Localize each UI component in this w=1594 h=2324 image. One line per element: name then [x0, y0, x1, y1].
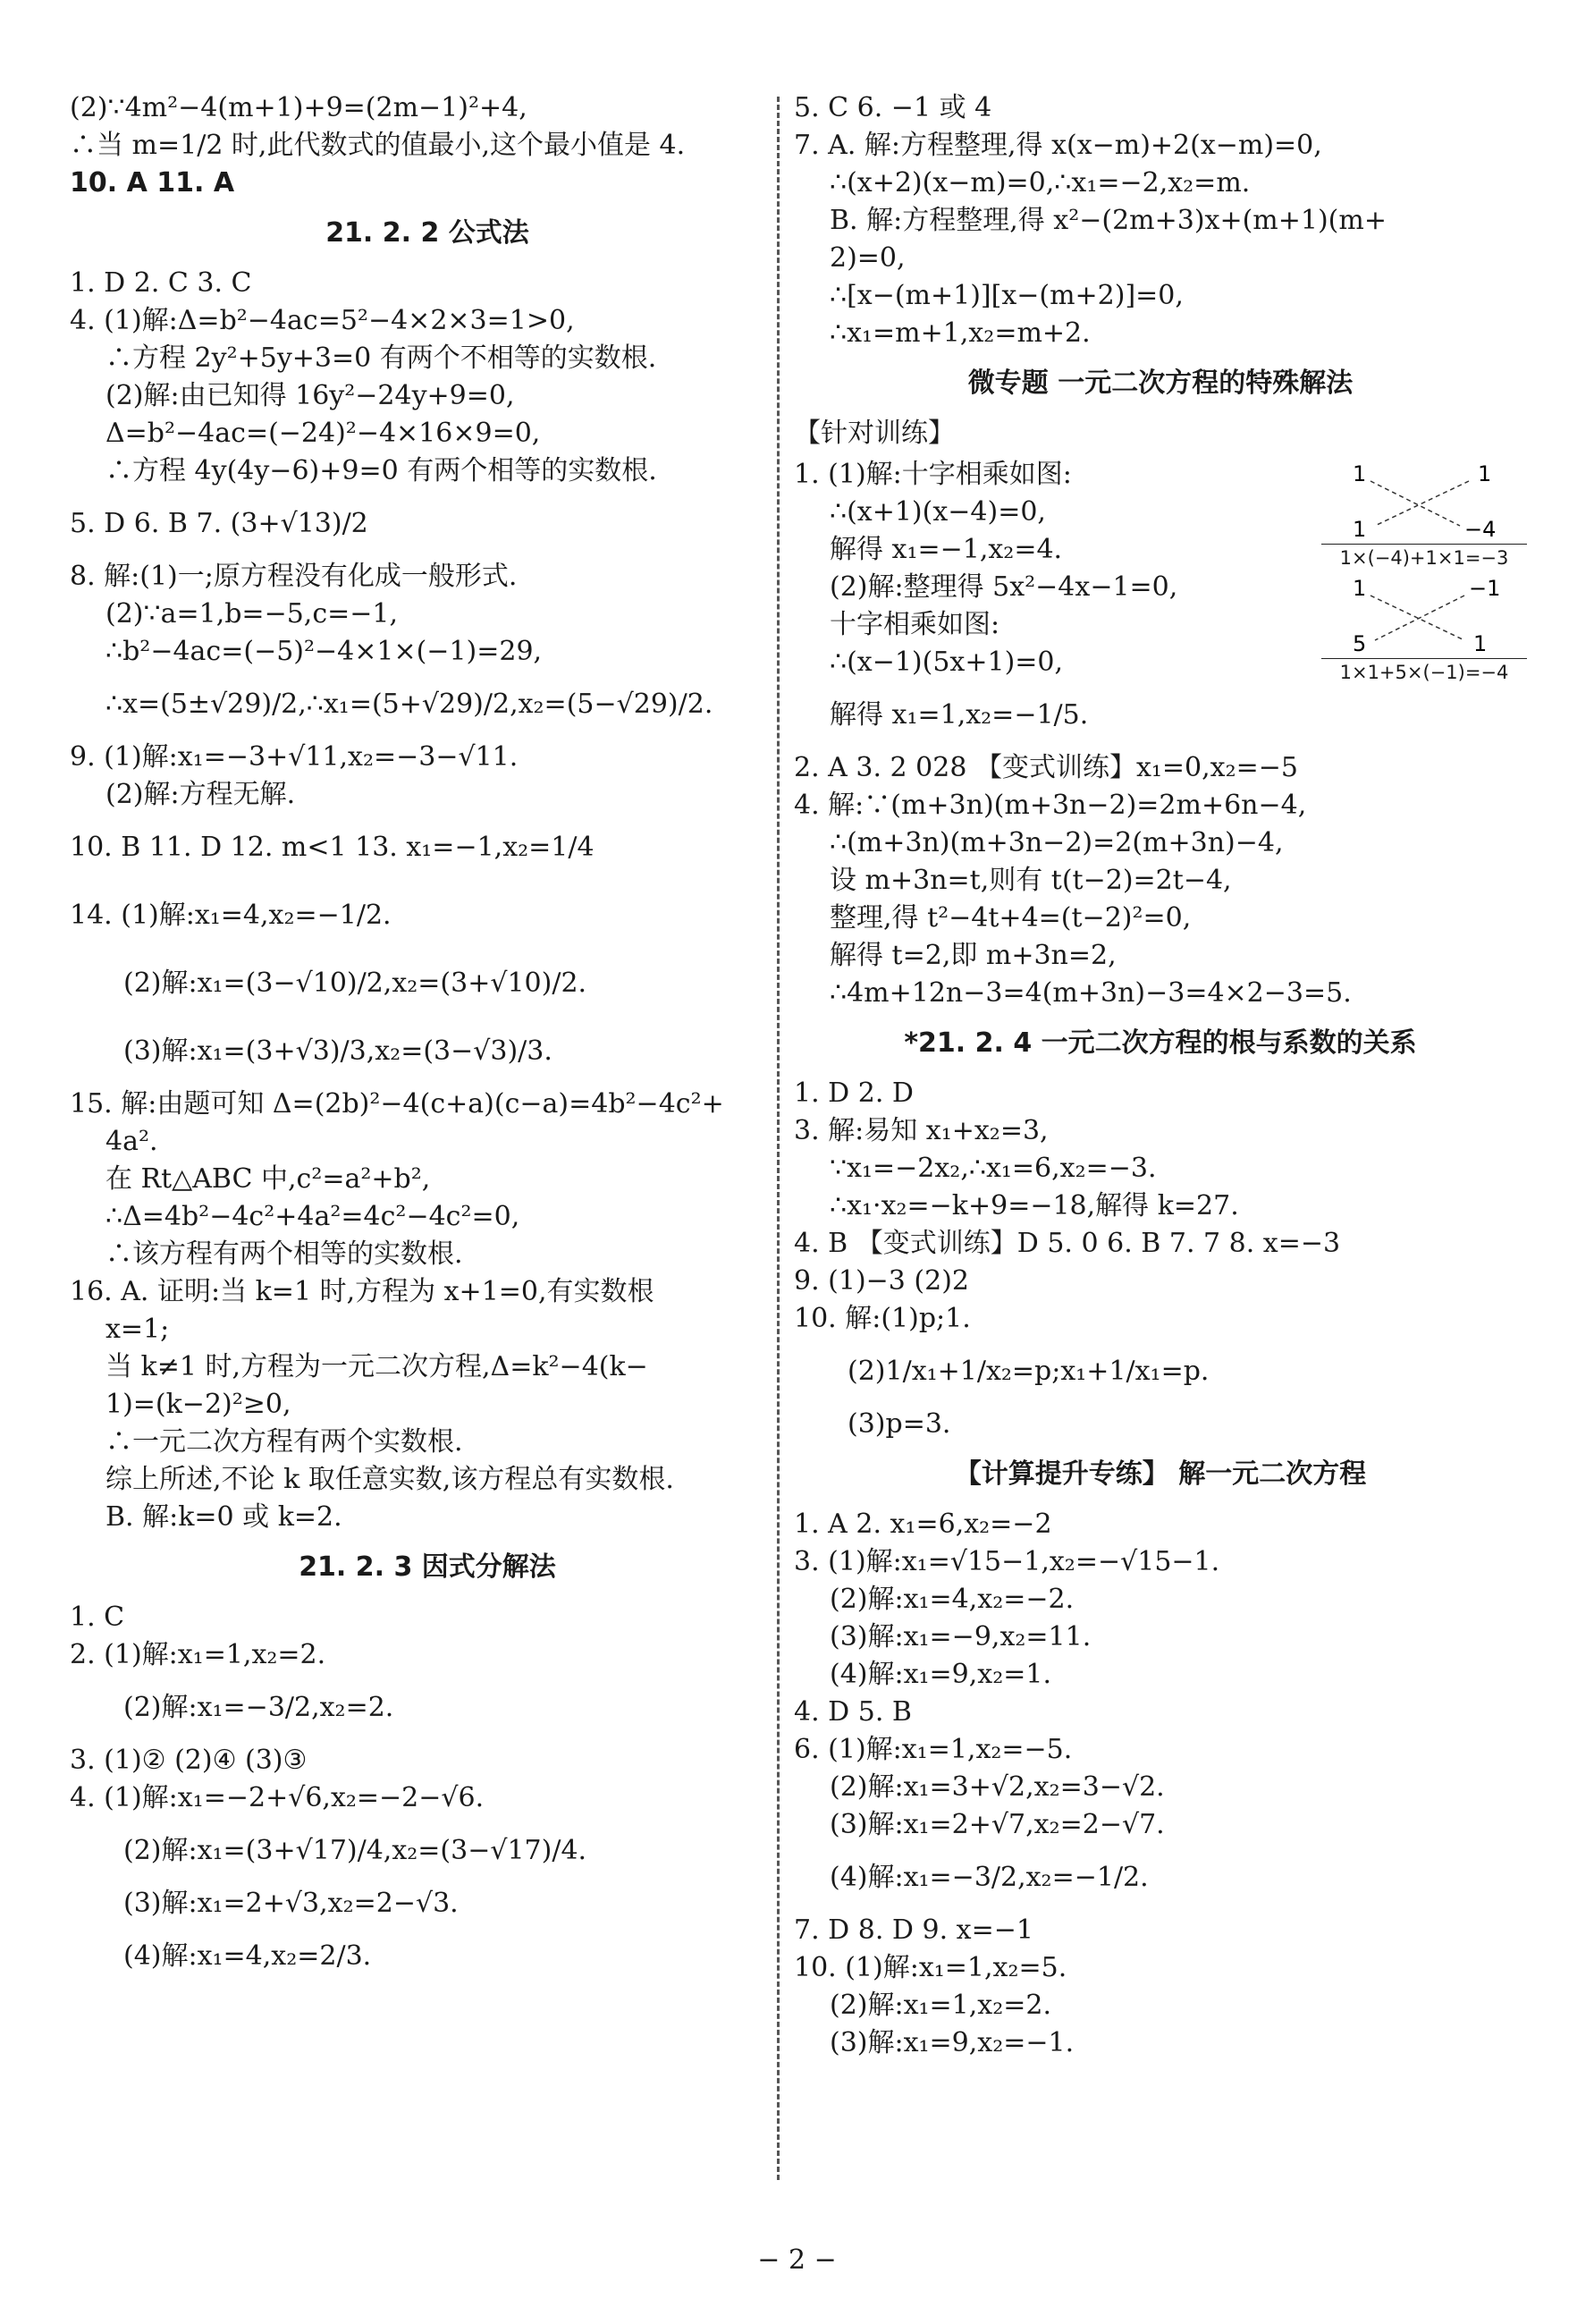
answer-line: 10. A 11. A	[70, 167, 235, 199]
cross-multiplication-diagram	[1321, 454, 1527, 569]
cross-diagram-c: 1	[1353, 517, 1367, 542]
answer-line: 5. C 6. −1 或 4	[794, 92, 992, 123]
column-divider	[777, 97, 780, 2180]
answer-line: 4. 解:∵(m+3n)(m+3n−2)=2m+6n−4,	[794, 790, 1307, 821]
answer-line: (2)解:方程无解.	[105, 779, 296, 810]
answer-line: 4. D 5. B	[794, 1696, 912, 1728]
answer-line: 综上所述,不论 k 取任意实数,该方程总有实数根.	[105, 1464, 674, 1495]
answer-line: (2)解:整理得 5x²−4x−1=0,	[830, 571, 1178, 603]
answer-line: 解得 t=2,即 m+3n=2,	[830, 940, 1117, 971]
section-heading: 21. 2. 2 公式法	[325, 217, 529, 249]
answer-line: (2)解:由已知得 16y²−24y+9=0,	[105, 380, 515, 411]
section-heading: 21. 2. 3 因式分解法	[299, 1551, 556, 1583]
answer-line: 1. D 2. C 3. C	[70, 267, 252, 299]
answer-line: (2)1/x₁+1/x₂=p;x₁+1/x₁=p.	[848, 1356, 1210, 1387]
section-heading: *21. 2. 4 一元二次方程的根与系数的关系	[904, 1027, 1417, 1059]
answer-line: 3. (1)② (2)④ (3)③	[70, 1745, 308, 1776]
answer-line: ∴(x−1)(5x+1)=0,	[830, 646, 1064, 678]
answer-line: (2)∵4m²−4(m+1)+9=(2m−1)²+4,	[70, 92, 527, 123]
answer-line: ∴(x+1)(x−4)=0,	[830, 496, 1046, 528]
answer-line: ∴(x+2)(x−m)=0,∴x₁=−2,x₂=m.	[830, 167, 1251, 199]
answer-line: (3)解:x₁=2+√7,x₂=2−√7.	[830, 1809, 1165, 1840]
answer-line: ∴方程 4y(4y−6)+9=0 有两个相等的实数根.	[105, 455, 657, 486]
answer-line: 1. A 2. x₁=6,x₂=−2	[794, 1508, 1052, 1540]
answer-line: 16. A. 证明:当 k=1 时,方程为 x+1=0,有实数根	[70, 1276, 654, 1307]
answer-line: ∴4m+12n−3=4(m+3n)−3=4×2−3=5.	[830, 977, 1352, 1009]
answer-line: (2)解:x₁=3+√2,x₂=3−√2.	[830, 1771, 1165, 1803]
answer-line: Δ=b²−4ac=(−24)²−4×16×9=0,	[105, 418, 541, 449]
answer-line: 当 k≠1 时,方程为一元二次方程,Δ=k²−4(k−	[105, 1351, 648, 1382]
answer-line: 1)=(k−2)²≥0,	[105, 1389, 291, 1420]
answer-line: 2. (1)解:x₁=1,x₂=2.	[70, 1639, 326, 1670]
section-heading: 微专题 一元二次方程的特殊解法	[967, 368, 1354, 399]
answer-line: 1. C	[70, 1601, 125, 1633]
answer-line: (3)解:x₁=9,x₂=−1.	[830, 2027, 1075, 2058]
cross-diagram-c: 5	[1353, 631, 1367, 656]
answer-line: ∴方程 2y²+5y+3=0 有两个不相等的实数根.	[105, 342, 657, 374]
answer-line: 10. 解:(1)p;1.	[794, 1303, 971, 1334]
answer-line: ∵x₁=−2x₂,∴x₁=6,x₂=−3.	[830, 1153, 1157, 1184]
answer-line: 15. 解:由题可知 Δ=(2b)²−4(c+a)(c−a)=4b²−4c²+	[70, 1088, 724, 1120]
answer-line: (2)解:x₁=(3+√17)/4,x₂=(3−√17)/4.	[123, 1835, 587, 1866]
answer-line: ∴x₁·x₂=−k+9=−18,解得 k=27.	[830, 1190, 1239, 1221]
cross-line	[1371, 596, 1464, 640]
cross-diagram-caption: 1×(−4)+1×1=−3	[1321, 544, 1527, 569]
answer-line: (2)∵a=1,b=−5,c=−1,	[105, 598, 399, 630]
section-heading: 【计算提升专练】 解一元二次方程	[954, 1458, 1367, 1490]
answer-line: B. 解:方程整理,得 x²−(2m+3)x+(m+1)(m+	[830, 205, 1387, 236]
cross-diagram-a: 1	[1353, 461, 1367, 486]
answer-line: ∴Δ=4b²−4c²+4a²=4c²−4c²=0,	[105, 1201, 520, 1232]
answer-line: 解得 x₁=1,x₂=−1/5.	[830, 699, 1089, 731]
cross-diagram-d: −4	[1464, 517, 1497, 542]
answer-line: (3)解:x₁=(3+√3)/3,x₂=(3−√3)/3.	[123, 1035, 552, 1067]
answer-line: (2)解:x₁=1,x₂=2.	[830, 1990, 1052, 2021]
cross-method-block-1	[794, 456, 1527, 569]
answer-line: x=1;	[105, 1314, 170, 1345]
cross-multiplication-diagram	[1321, 569, 1527, 683]
cross-diagram-caption: 1×1+5×(−1)=−4	[1321, 658, 1527, 683]
answer-line: ∴当 m=1/2 时,此代数式的值最小,这个最小值是 4.	[70, 130, 686, 161]
answer-line: 14. (1)解:x₁=4,x₂=−1/2.	[70, 900, 392, 931]
answer-line: (4)解:x₁=4,x₂=2/3.	[123, 1940, 372, 1972]
answer-line: ∴x₁=m+1,x₂=m+2.	[830, 317, 1091, 349]
answer-line: 十字相乘如图:	[830, 609, 1000, 640]
answer-line: (2)解:x₁=(3−√10)/2,x₂=(3+√10)/2.	[123, 968, 587, 999]
answer-line: (4)解:x₁=9,x₂=1.	[830, 1659, 1052, 1690]
answer-line: 4. (1)解:x₁=−2+√6,x₂=−2−√6.	[70, 1782, 485, 1813]
answer-line: 整理,得 t²−4t+4=(t−2)²=0,	[830, 902, 1192, 934]
answer-line: 10. (1)解:x₁=1,x₂=5.	[794, 1952, 1067, 1983]
answer-line: 4. (1)解:Δ=b²−4ac=5²−4×2×3=1>0,	[70, 305, 575, 336]
answer-line: 10. B 11. D 12. m<1 13. x₁=−1,x₂=1/4	[70, 832, 595, 863]
cross-diagram-d: 1	[1473, 631, 1488, 656]
answer-line: B. 解:k=0 或 k=2.	[105, 1501, 342, 1533]
answer-line: 设 m+3n=t,则有 t(t−2)=2t−4,	[830, 865, 1232, 896]
answer-line: (3)解:x₁=2+√3,x₂=2−√3.	[123, 1888, 459, 1919]
answer-line: 2)=0,	[830, 242, 906, 274]
answer-line: ∴[x−(m+1)][x−(m+2)]=0,	[830, 280, 1184, 311]
answer-line: (3)解:x₁=−9,x₂=11.	[830, 1621, 1092, 1652]
answer-line: 5. D 6. B 7. (3+√13)/2	[70, 508, 368, 539]
page-number: − 2 −	[757, 2244, 837, 2276]
right-column	[794, 89, 1527, 2062]
answer-line: (4)解:x₁=−3/2,x₂=−1/2.	[830, 1862, 1149, 1893]
answer-line: 2. A 3. 2 028 【变式训练】x₁=0,x₂=−5	[794, 752, 1298, 783]
answer-line: (3)p=3.	[848, 1408, 951, 1440]
answer-line: 9. (1)−3 (2)2	[794, 1265, 969, 1297]
answer-line: ∴b²−4ac=(−5)²−4×1×(−1)=29,	[105, 636, 543, 667]
answer-line: 4a².	[105, 1126, 158, 1157]
answer-line: ∴x=(5±√29)/2,∴x₁=(5+√29)/2,x₂=(5−√29)/2.	[105, 689, 713, 720]
cross-diagram-b: 1	[1478, 461, 1492, 486]
answer-line: 解得 x₁=−1,x₂=4.	[830, 534, 1063, 565]
answer-line: 在 Rt△ABC 中,c²=a²+b²,	[105, 1163, 431, 1195]
answer-line: ∴(m+3n)(m+3n−2)=2(m+3n)−4,	[830, 827, 1284, 858]
answer-line: ∴该方程有两个相等的实数根.	[105, 1238, 463, 1270]
answer-line: 1. D 2. D	[794, 1077, 914, 1109]
answer-line: 3. 解:易知 x₁+x₂=3,	[794, 1115, 1049, 1146]
answer-line: (2)解:x₁=−3/2,x₂=2.	[123, 1692, 394, 1723]
answer-line: 8. 解:(1)一;原方程没有化成一般形式.	[70, 561, 518, 592]
section-tag: 【针对训练】	[794, 418, 955, 449]
cross-diagram-graphic	[1321, 569, 1527, 658]
cross-line	[1375, 481, 1469, 526]
left-column	[70, 89, 785, 1990]
cross-method-block-2	[794, 569, 1527, 749]
cross-diagram-graphic	[1321, 454, 1527, 544]
answer-line: 1. (1)解:十字相乘如图:	[794, 459, 1072, 490]
cross-diagram-b: −1	[1469, 576, 1501, 601]
cross-diagram-a: 1	[1353, 576, 1367, 601]
answer-line: (2)解:x₁=4,x₂=−2.	[830, 1584, 1075, 1615]
answer-line: 9. (1)解:x₁=−3+√11,x₂=−3−√11.	[70, 741, 519, 773]
cross-line	[1371, 481, 1460, 526]
answer-line: 7. A. 解:方程整理,得 x(x−m)+2(x−m)=0,	[794, 130, 1322, 161]
answer-line: 3. (1)解:x₁=√15−1,x₂=−√15−1.	[794, 1546, 1220, 1577]
answer-line: 4. B 【变式训练】D 5. 0 6. B 7. 7 8. x=−3	[794, 1228, 1341, 1259]
answer-line: 7. D 8. D 9. x=−1	[794, 1914, 1033, 1946]
answer-line: 6. (1)解:x₁=1,x₂=−5.	[794, 1734, 1073, 1765]
answer-line: ∴一元二次方程有两个实数根.	[105, 1426, 463, 1458]
